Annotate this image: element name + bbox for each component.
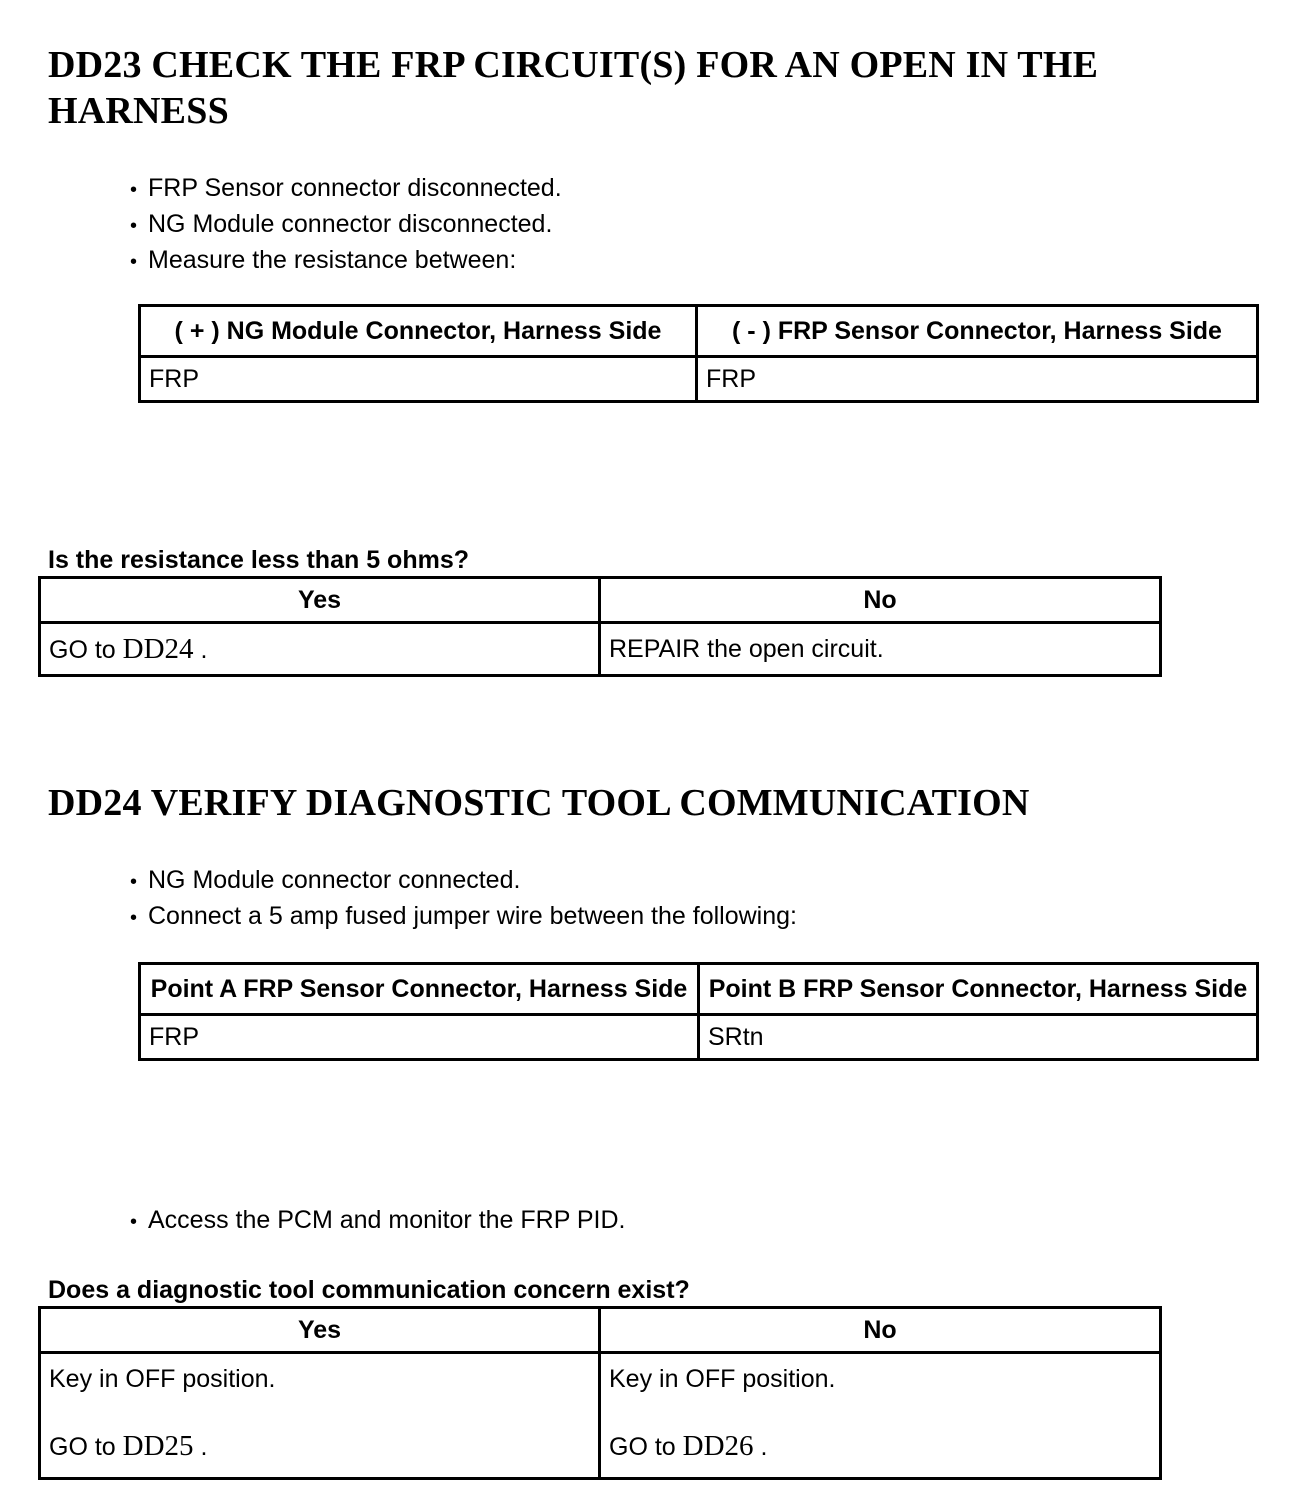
- step-list-dd23: [130, 171, 562, 279]
- list-item: [130, 899, 797, 935]
- table-row: [40, 623, 1161, 676]
- bullet-icon: •: [130, 907, 138, 929]
- yes-header: Yes: [40, 578, 600, 623]
- list-item-text: NG Module connector connected.: [148, 866, 521, 894]
- section-title-dd23: DD23 CHECK THE FRP CIRCUIT(S) FOR AN OPEN IN THE HARNESS: [48, 44, 1099, 132]
- table-header-cell: ( - ) FRP Sensor Connector, Harness Side: [697, 306, 1258, 357]
- bullet-icon: •: [130, 179, 138, 201]
- punct: .: [193, 635, 208, 664]
- step-link-dd24[interactable]: DD24: [122, 632, 194, 665]
- table-cell: FRP: [697, 357, 1258, 402]
- list-item-text: FRP Sensor connector disconnected.: [148, 174, 562, 202]
- list-item-text: Connect a 5 amp fused jumper wire between the following:: [148, 902, 797, 930]
- table-header-row: [40, 578, 1161, 623]
- bullet-icon: •: [130, 871, 138, 893]
- bullet-icon: •: [130, 215, 138, 237]
- instruction-text: Key in OFF position.: [49, 1365, 276, 1393]
- list-item-text: Access the PCM and monitor the FRP PID.: [148, 1206, 626, 1234]
- no-cell: [600, 1353, 1161, 1479]
- list-item-text: NG Module connector disconnected.: [148, 210, 553, 238]
- step-link-dd25[interactable]: DD25: [122, 1430, 194, 1462]
- step-list-dd24-continued: [130, 1203, 626, 1239]
- result-table-dd24: [38, 1306, 1162, 1480]
- table-cell: FRP: [140, 357, 697, 402]
- no-header: No: [600, 1308, 1161, 1353]
- table-row: [140, 1015, 1258, 1060]
- table-cell: SRtn: [699, 1015, 1258, 1060]
- table-header-row: [40, 1308, 1161, 1353]
- yes-cell: [40, 623, 600, 676]
- bullet-icon: •: [130, 251, 138, 273]
- table-header-cell: Point B FRP Sensor Connector, Harness Side: [699, 964, 1258, 1015]
- list-item: [130, 207, 562, 243]
- step-list-dd24: [130, 863, 797, 935]
- section-title-dd24: DD24 VERIFY DIAGNOSTIC TOOL COMMUNICATION: [48, 782, 1030, 824]
- table-header-cell: Point A FRP Sensor Connector, Harness Side: [140, 964, 699, 1015]
- table-row: [140, 357, 1258, 402]
- punct: .: [193, 1433, 208, 1461]
- measurement-table-dd23: [138, 304, 1259, 403]
- jumper-table-dd24: [138, 962, 1259, 1061]
- list-item: [130, 243, 562, 279]
- table-header-cell: ( + ) NG Module Connector, Harness Side: [140, 306, 697, 357]
- question-dd23: Is the resistance less than 5 ohms?: [48, 546, 469, 574]
- question-dd24: Does a diagnostic tool communication concern exist?: [48, 1276, 690, 1304]
- go-to-label: GO to: [609, 1433, 683, 1461]
- result-table-dd23: [38, 576, 1162, 677]
- list-item-text: Measure the resistance between:: [148, 246, 517, 274]
- step-link-dd26[interactable]: DD26: [682, 1430, 754, 1462]
- no-cell: REPAIR the open circuit.: [600, 623, 1161, 676]
- table-header-row: [140, 964, 1258, 1015]
- go-to-label: GO to: [49, 1433, 123, 1461]
- instruction-text: Key in OFF position.: [609, 1365, 836, 1393]
- table-cell: FRP: [140, 1015, 699, 1060]
- no-header: No: [600, 578, 1161, 623]
- list-item: [130, 863, 797, 899]
- table-header-row: [140, 306, 1258, 357]
- yes-cell: [40, 1353, 600, 1479]
- punct: .: [753, 1433, 768, 1461]
- yes-header: Yes: [40, 1308, 600, 1353]
- bullet-icon: •: [130, 1211, 138, 1233]
- list-item: [130, 1203, 626, 1239]
- table-row: [40, 1353, 1161, 1479]
- list-item: [130, 171, 562, 207]
- go-to-label: GO to: [49, 635, 123, 664]
